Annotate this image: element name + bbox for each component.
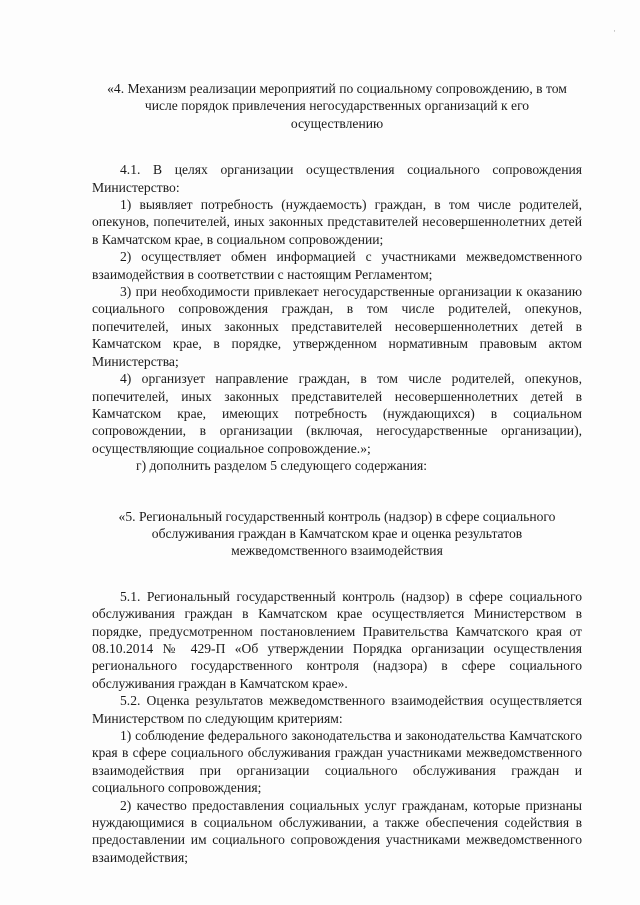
section-4-heading: «4. Механизм реализации мероприятий по социальному сопровождению, в том числе порядок привлечения негосударственных организаций к его осуществлению [107,81,567,131]
scan-mark: · [613,26,616,36]
paragraph-4-1-item-4: 4) организует направление граждан, в том числе родителей, опекунов, попечителей, иных законных представителей несовершеннолетних детей в Камчатском крае, имеющих потребность (нуждающихся) в социальном сопровождении, в организации (включая, негосударственные организации), осуществляющие социальное сопровождение.»; [92,371,582,456]
paragraph-5-2-item-2: 2) качество предоставления социальных услуг гражданам, которые признаны нуждающимися в социальном обслуживании, а также обеспечения содействия в предоставлении им социального сопровождения участниками межведомственного взаимодействия; [92,797,582,865]
paragraph-4-1: 4.1. В целях организации осуществления социального сопровождения Министерство: [92,162,582,195]
paragraph-4-1-item-3: 3) при необходимости привлекает негосударственные организации к оказанию социального сопровождения граждан, в том числе родителей, опекунов, попечителей, иных законных представителей несовершеннолетних детей в Камчатском крае, в порядке, утвержденном нормативным правовым актом Министерства; [92,284,582,369]
section-5-heading: «5. Региональный государственный контроль (надзор) в сфере социального обслуживания граждан в Камчатском крае и оценка результатов межведомственного взаимодействия [118,508,556,559]
paragraph-4-1-item-1: 1) выявляет потребность (нуждаемость) граждан, в том числе родителей, опекунов, попечителей, иных законных представителей несовершеннолетних детей в Камчатском крае, в социальном сопровождении; [92,197,582,247]
document-body [92,80,582,866]
paragraph-4-1-item-2: 2) осуществляет обмен информацией с участниками межведомственного взаимодействия в соответствии с настоящим Регламентом; [92,249,582,282]
paragraph-5-1: 5.1. Региональный государственный контроль (надзор) в сфере социального обслуживания граждан в Камчатском крае осуществляется Министерством в порядке, предусмотренном постановлением Правительства Камчатского края от 08.10.2014 № 429-П «Об утверждении Порядка организации осуществления регионального государственного контроля (надзора) в сфере социального обслуживания граждан в Камчатском крае». [92,588,582,691]
paragraph-5-2: 5.2. Оценка результатов межведомственного взаимодействия осуществляется Министерством по следующим критериям: [92,693,582,726]
paragraph-g: г) дополнить разделом 5 следующего содержания: [136,458,428,474]
paragraph-5-2-item-1: 1) соблюдение федерального законодательства и законодательства Камчатского края в сфере социального обслуживания граждан участниками межведомственного взаимодействия при организации социального обслуживания граждан и социального сопровождения; [92,728,582,796]
